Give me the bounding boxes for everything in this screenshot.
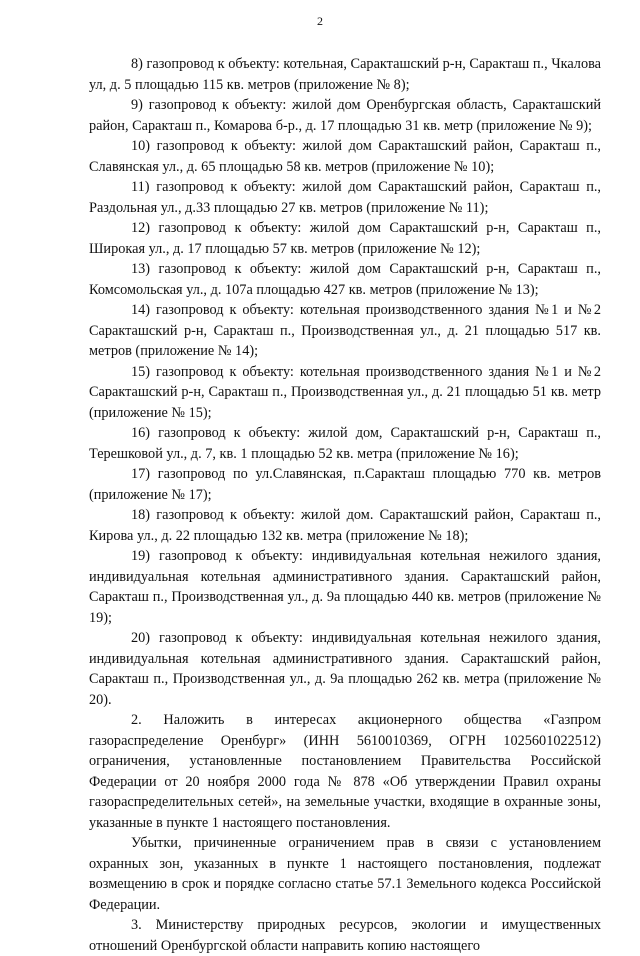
- page-number: 2: [317, 14, 323, 28]
- list-item-20: 20) газопровод к объекту: индивидуальная котельная нежилого здания, индивидуальная котельная административного здания. Саракташский район, Саракташ п., Производственная ул., д. 9а площадью 262 кв. метра (приложение № 20).: [89, 630, 601, 708]
- list-item-8: 8) газопровод к объекту: котельная, Саракташский р-н, Саракташ п., Чкалова ул, д. 5 площадью 115 кв. метров (приложение № 8);: [89, 56, 601, 93]
- losses-paragraph: Убытки, причиненные ограничением прав в связи с установлением охранных зон, указанных в пункте 1 настоящего постановления, подлежат возмещению в срок и порядке согласно статье 57.1 Земельного кодекса Российской Федерации.: [89, 835, 601, 913]
- list-item-18: 18) газопровод к объекту: жилой дом. Саракташский район, Саракташ п., Кирова ул., д. 22 площадью 132 кв. метра (приложение № 18);: [89, 507, 601, 544]
- document-body: [89, 54, 601, 956]
- list-item-14: 14) газопровод к объекту: котельная производственного здания №1 и №2 Саракташский р-н, Саракташ п., Производственная ул., д. 21 площадью 517 кв. метров (приложение № 14);: [89, 302, 601, 359]
- list-item-16: 16) газопровод к объекту: жилой дом, Саракташский р-н, Саракташ п., Терешковой ул., д. 7, кв. 1 площадью 52 кв. метра (приложение № 16);: [89, 425, 601, 462]
- list-item-9: 9) газопровод к объекту: жилой дом Оренбургская область, Саракташский район, Саракташ п., Комарова б-р., д. 17 площадью 31 кв. метр (приложение № 9);: [89, 97, 601, 134]
- list-item-13: 13) газопровод к объекту: жилой дом Саракташский р-н, Саракташ п., Комсомольская ул., д. 107а площадью 427 кв. метров (приложение № 13);: [89, 261, 601, 298]
- list-item-12: 12) газопровод к объекту: жилой дом Саракташский р-н, Саракташ п., Широкая ул., д. 17 площадью 57 кв. метров (приложение № 12);: [89, 220, 601, 257]
- list-item-19: 19) газопровод к объекту: индивидуальная котельная нежилого здания, индивидуальная котельная административного здания. Саракташский район, Саракташ п., Производственная ул., д. 9а площадью 440 кв. метров (приложение № 19);: [89, 548, 601, 626]
- clause-2: 2. Наложить в интересах акционерного общества «Газпром газораспределение Оренбург» (ИНН 5610010369, ОГРН 1025601022512) ограничения, установленные постановлением Правительства Российской Федерации от 20 ноября 2000 года № 878 «Об утверждении Правил охраны газораспределительных сетей», на земельные участки, входящие в охранные зоны, указанные в пункте 1 настоящего постановления.: [89, 712, 601, 831]
- list-item-15: 15) газопровод к объекту: котельная производственного здания №1 и №2 Саракташский р-н, Саракташ п., Производственная ул., д. 21 площадью 51 кв. метр (приложение № 15);: [89, 363, 601, 421]
- list-item-17: 17) газопровод по ул.Славянская, п.Саракташ площадью 770 кв. метров (приложение № 17);: [89, 466, 601, 503]
- list-item-11: 11) газопровод к объекту: жилой дом Саракташский район, Саракташ п., Раздольная ул., д.33 площадью 27 кв. метров (приложение № 11);: [89, 179, 601, 216]
- list-item-10: 10) газопровод к объекту: жилой дом Саракташский район, Саракташ п., Славянская ул., д. 65 площадью 58 кв. метров (приложение № 10);: [89, 138, 601, 175]
- clause-3: 3. Министерству природных ресурсов, экологии и имущественных отношений Оренбургской области направить копию настоящего: [89, 917, 601, 954]
